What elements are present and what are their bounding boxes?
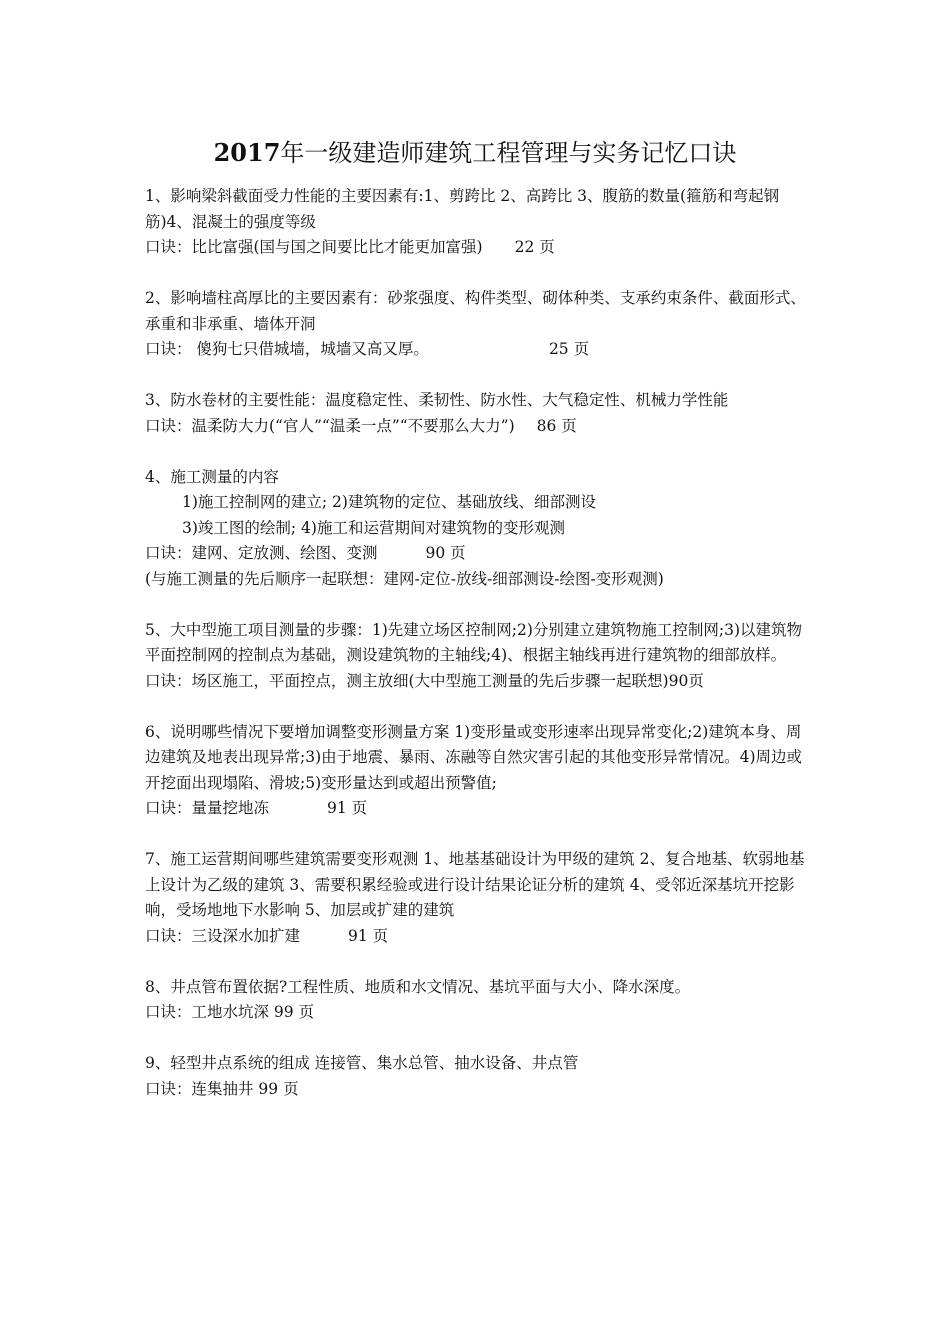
item-1-page: 22 页	[514, 238, 555, 256]
list-item-8	[145, 975, 810, 1026]
list-item-6	[145, 720, 810, 822]
item-7-mnemonic-line	[145, 924, 810, 950]
item-1-body: 1、影响梁斜截面受力性能的主要因素有:1、剪跨比 2、高跨比 3、腹筋的数量(箍筋和弯起钢筋)4、混凝土的强度等级	[145, 187, 780, 231]
item-6-body: 6、说明哪些情况下要增加调整变形测量方案 1)变形量或变形速率出现异常变化;2)建筑本身、周边建筑及地表出现异常;3)由于地震、暴雨、冻融等自然灾害引起的其他变形异常情况。4)周边或开挖面出现塌陷、滑坡;5)变形量达到或超出预警值;	[145, 722, 803, 792]
item-1-mnemonic: 口诀：比比富强(国与国之间要比比才能更加富强)	[145, 238, 483, 256]
item-8-mnemonic: 口诀：工地水坑深 99 页	[145, 1003, 315, 1021]
item-5-mnemonic: 口诀：场区施工，平面控点，测主放细(大中型施工测量的先后步骤一起联想)90页	[145, 671, 704, 690]
item-6-mnemonic-line	[145, 796, 810, 822]
item-2-page: 25 页	[548, 340, 590, 358]
item-4-sub-2: 3)竣工图的绘制; 4)施工和运营期间对建筑物的变形观测	[182, 518, 565, 537]
list-item-3	[145, 388, 810, 439]
item-4-note: (与施工测量的先后顺序一起联想：建网-定位-放线-细部测设-绘图-变形观测)	[145, 569, 664, 588]
item-2-mnemonic: 口诀： 傻狗七只借城墙，城墙又高又厚。	[145, 340, 429, 358]
item-7-mnemonic: 口诀：三设深水加扩建	[145, 926, 301, 945]
item-8-body: 8、井点管布置依据?工程性质、地质和水文情况、基坑平面与大小、降水深度。	[145, 977, 691, 996]
list-item-5	[145, 618, 810, 695]
list-item-9	[145, 1051, 810, 1102]
item-6-mnemonic: 口诀：量量挖地冻	[145, 799, 270, 817]
item-4-mnemonic: 口诀：建网、定放测、绘图、变测	[145, 544, 378, 562]
item-4-sub-1: 1)施工控制网的建立; 2)建筑物的定位、基础放线、细部测设	[182, 493, 596, 511]
item-1-mnemonic-line	[145, 235, 810, 261]
title-text: 年一级建造师建筑工程管理与实务记忆口诀	[280, 139, 737, 167]
item-6-page: 91 页	[327, 799, 368, 817]
item-4-mnemonic-line	[145, 541, 810, 567]
item-5-body: 5、大中型施工项目测量的步骤：1)先建立场区控制网;2)分别建立建筑物施工控制网;3)以建筑物平面控制网的控制点为基础，测设建筑物的主轴线;4)、根据主轴线再进行建筑物的细部放样。	[145, 620, 803, 664]
document-title	[0, 137, 950, 169]
item-3-mnemonic-line	[145, 414, 810, 440]
list-item-7	[145, 847, 810, 949]
list-item-1	[145, 184, 810, 261]
title-year: 2017	[213, 138, 281, 167]
list-item-4	[145, 465, 810, 593]
item-9-mnemonic: 口诀：连集抽井 99 页	[145, 1079, 299, 1098]
document-body	[145, 184, 810, 1128]
item-2-body: 2、影响墙柱高厚比的主要因素有：砂浆强度、构件类型、砌体种类、支承约束条件、截面形式、承重和非承重、墙体开洞	[145, 289, 806, 333]
item-3-page: 86 页	[536, 416, 577, 435]
item-7-page: 91 页	[348, 926, 389, 945]
item-4-page: 90 页	[425, 544, 466, 562]
item-3-mnemonic: 口诀：温柔防大力(“官人”“温柔一点”“不要那么大力”)	[145, 416, 515, 435]
item-4-body: 4、施工测量的内容	[145, 467, 279, 486]
list-item-2	[145, 286, 810, 363]
item-7-body: 7、施工运营期间哪些建筑需要变形观测 1、地基基础设计为甲级的建筑 2、复合地基、软弱地基上设计为乙级的建筑 3、需要积累经验或进行设计结果论证分析的建筑 4、受邻近深基坑开挖影响，受场地地下水影响 5、加层或扩建的建筑	[145, 850, 805, 919]
item-2-mnemonic-line	[145, 337, 810, 363]
item-3-body: 3、防水卷材的主要性能：温度稳定性、柔韧性、防水性、大气稳定性、机械力学性能	[145, 391, 729, 409]
item-9-body: 9、轻型井点系统的组成 连接管、集水总管、抽水设备、井点管	[145, 1054, 579, 1072]
